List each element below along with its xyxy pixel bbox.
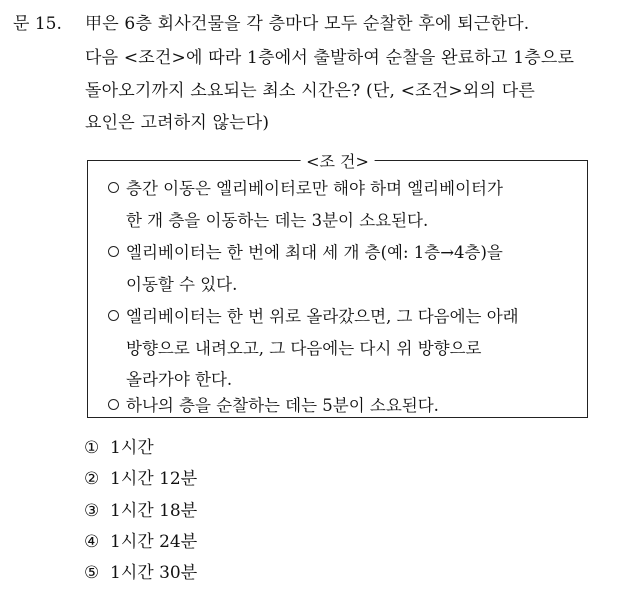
choice-1-number: ① (84, 438, 100, 458)
choice-4-number: ④ (84, 532, 100, 552)
choice-2-number: ② (84, 469, 100, 489)
circle-bullet-icon (108, 182, 119, 193)
condition-2-line-1: 엘리베이터는 한 번에 최대 세 개 층(예: 1층→4층)을 (126, 243, 503, 262)
choice-3-text: 1시간 18분 (110, 501, 198, 521)
choice-3-number: ③ (84, 501, 100, 521)
question-text-line-4: 요인은 고려하지 않는다) (85, 113, 270, 133)
condition-3-line-2: 방향으로 내려오고, 그 다음에는 다시 위 방향으로 (126, 339, 482, 358)
choice-5-text: 1시간 30분 (110, 563, 198, 583)
choice-3[interactable] (84, 496, 197, 521)
question-number: 문 15. (13, 14, 62, 34)
question-text-line-1: 甲은 6층 회사건물을 각 층마다 모두 순찰한 후에 퇴근한다. (85, 14, 530, 34)
question-text-line-3: 돌아오기까지 소요되는 최소 시간은? (단, <조건>외의 다른 (85, 81, 535, 101)
circle-bullet-icon (108, 399, 119, 410)
choice-5-number: ⑤ (84, 563, 100, 583)
condition-3-line-1: 엘리베이터는 한 번 위로 올라갔으면, 그 다음에는 아래 (126, 307, 519, 326)
choice-2-text: 1시간 12분 (110, 469, 198, 489)
condition-4-line-1: 하나의 층을 순찰하는 데는 5분이 소요된다. (126, 396, 439, 415)
choice-5[interactable] (84, 558, 197, 583)
question-text-line-2: 다음 <조건>에 따라 1층에서 출발하여 순찰을 완료하고 1층으로 (85, 48, 575, 68)
condition-1-line-2: 한 개 층을 이동하는 데는 3분이 소요된다. (126, 211, 429, 230)
choice-1[interactable] (84, 433, 154, 458)
condition-2-line-2: 이동할 수 있다. (126, 275, 238, 294)
choice-1-text: 1시간 (110, 438, 154, 458)
choice-4-text: 1시간 24분 (110, 532, 198, 552)
choice-2[interactable] (84, 464, 197, 489)
circle-bullet-icon (108, 310, 119, 321)
conditions-box (87, 152, 588, 418)
choice-4[interactable] (84, 527, 197, 552)
circle-bullet-icon (108, 246, 119, 257)
condition-1-line-1: 층간 이동은 엘리베이터로만 해야 하며 엘리베이터가 (126, 179, 503, 198)
condition-3-line-3: 올라가야 한다. (126, 370, 233, 389)
conditions-title: <조 건> (300, 149, 375, 172)
